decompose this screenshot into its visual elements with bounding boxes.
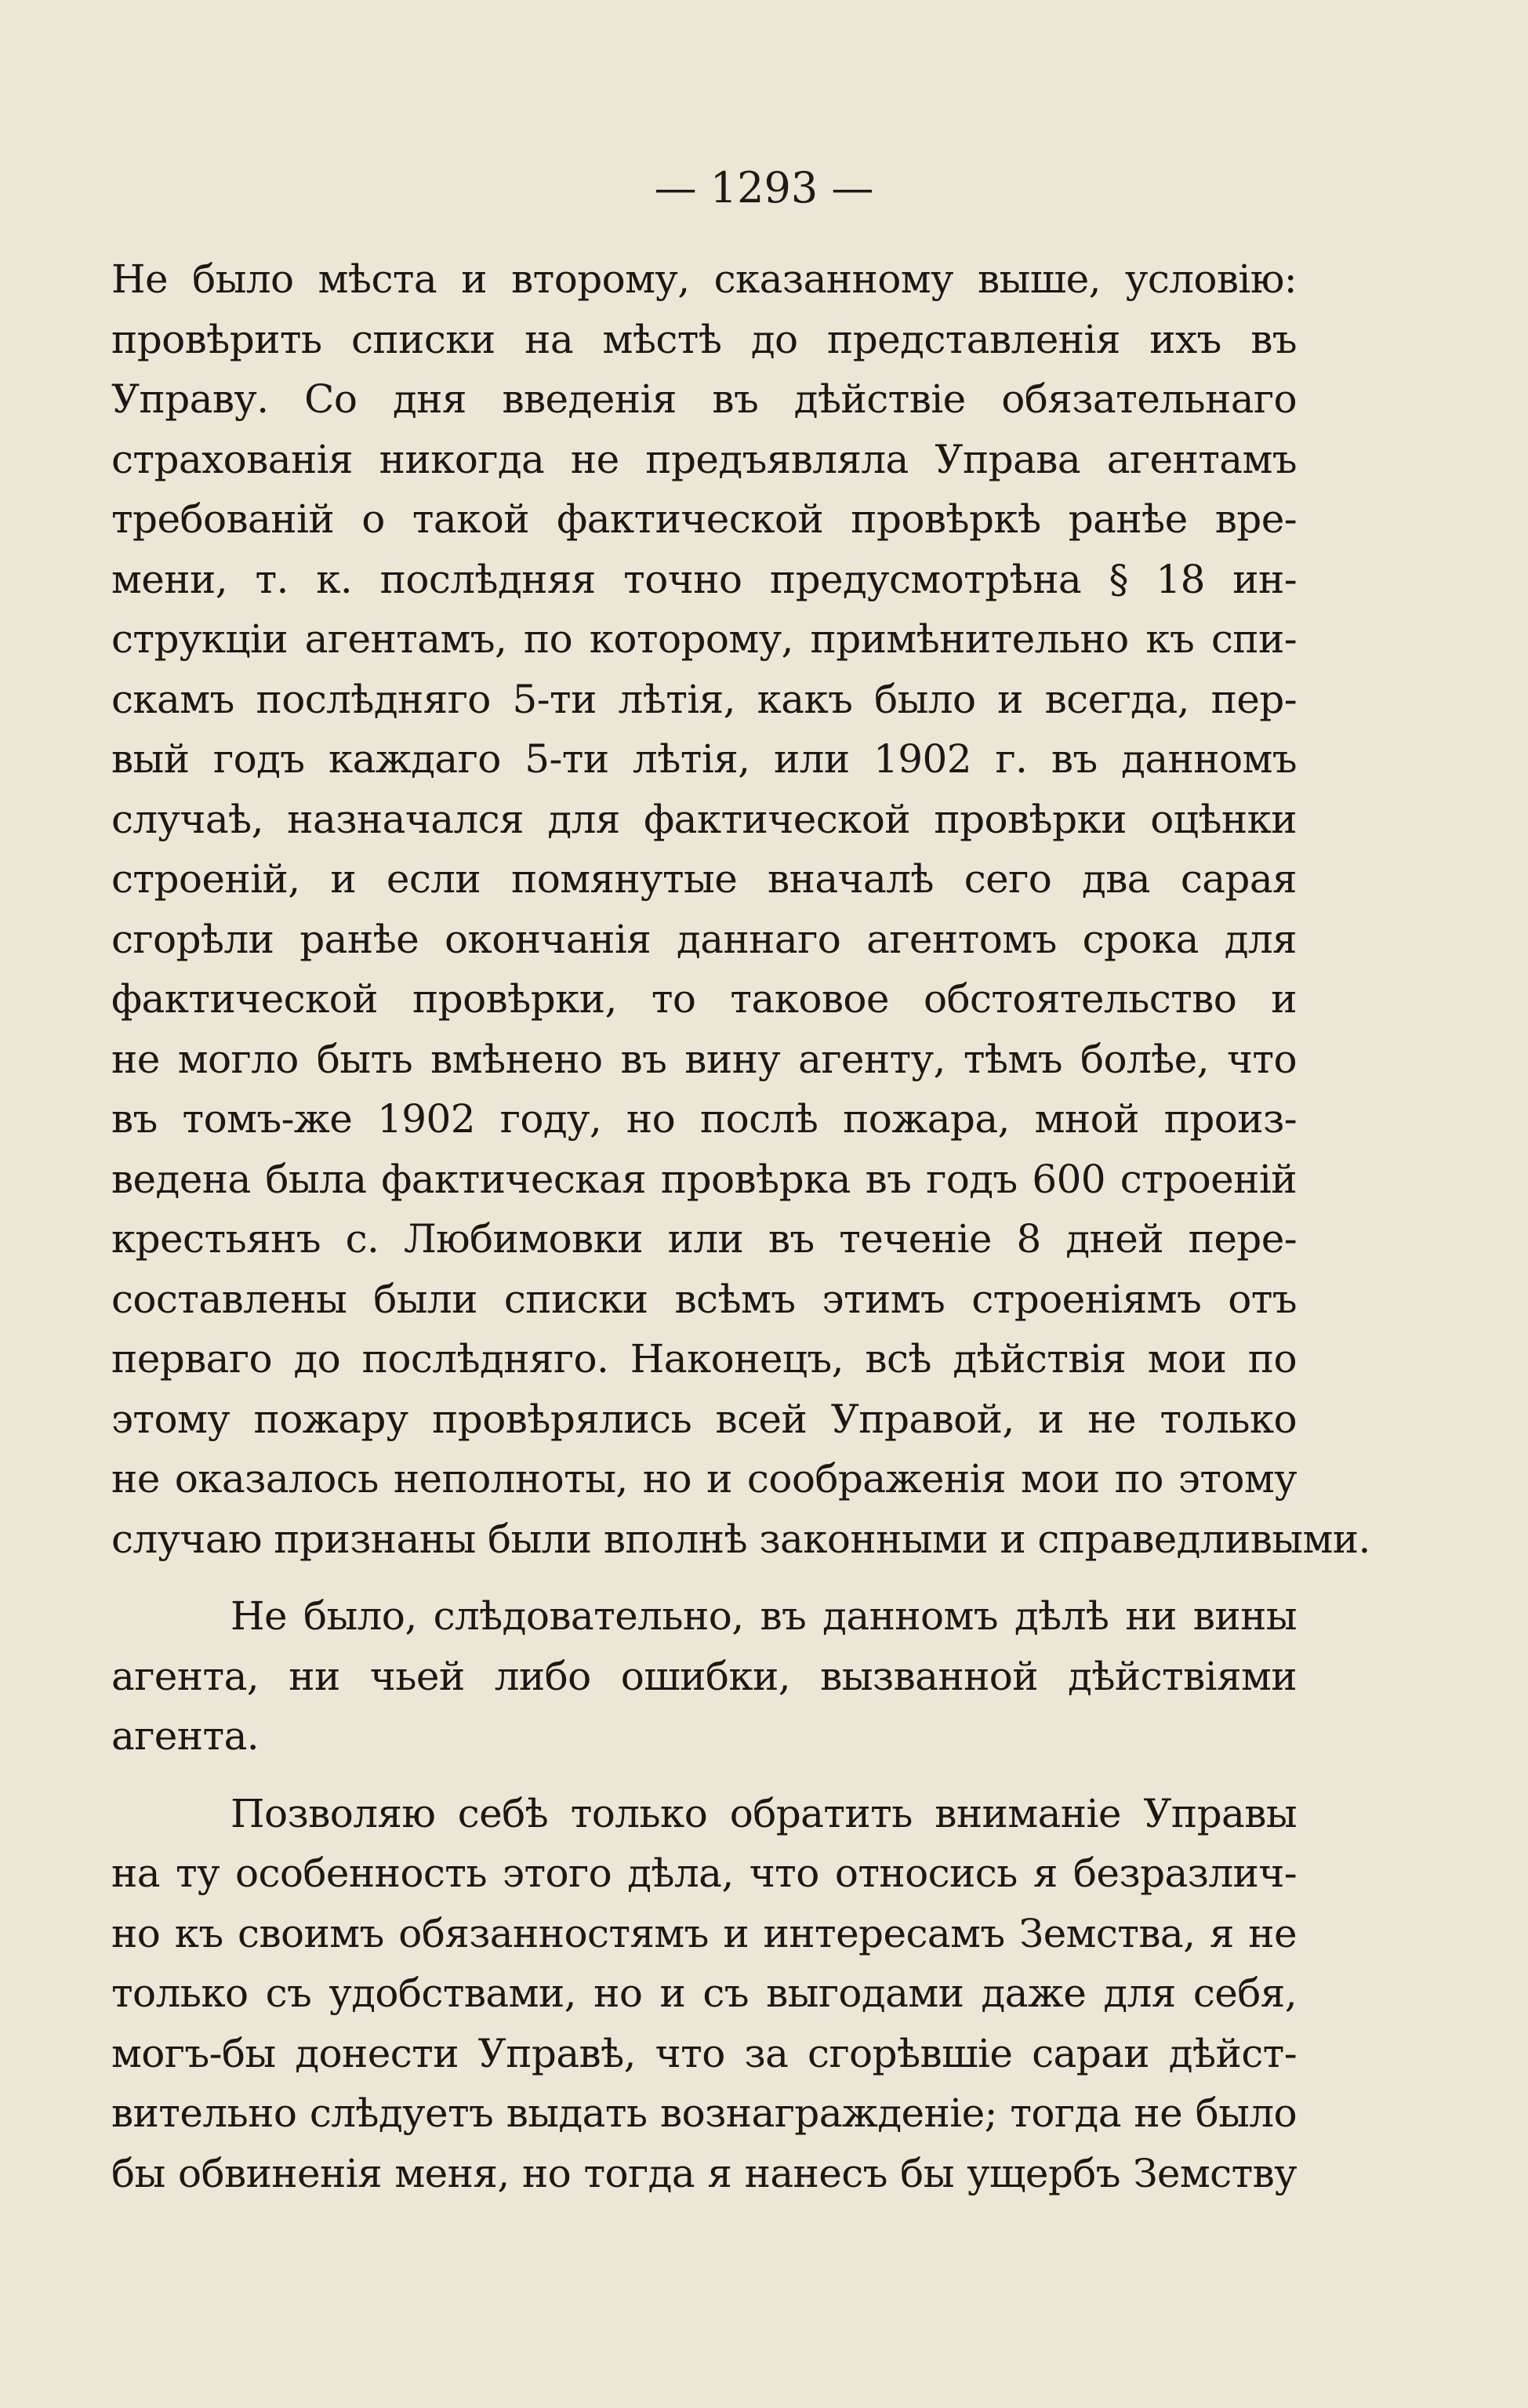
text-line: Управу. Со дня введенія въ дѣйствіе обязательнаго <box>111 376 1297 422</box>
paragraph <box>111 1784 1297 2204</box>
text-line: могъ-бы донести Управѣ, что за сгорѣвшіе сараи дѣйст- <box>111 2030 1297 2076</box>
text-line: случаю признаны были вполнѣ законными и справедливыми. <box>111 1516 1370 1562</box>
text-line: въ томъ-же 1902 году, но послѣ пожара, мной произ- <box>111 1096 1297 1142</box>
paragraph <box>111 249 1370 1569</box>
text-line: ведена была фактическая провѣрка въ годъ 600 строеній <box>111 1156 1297 1202</box>
text-line: сгорѣли ранѣе окончанія даннаго агентомъ срока для <box>111 916 1297 962</box>
text-line: струкціи агентамъ, по которому, примѣнительно къ спи- <box>111 616 1297 662</box>
text-line: этому пожару провѣрялись всей Управой, и не только <box>111 1396 1297 1442</box>
paragraph-gap <box>111 1767 1297 1784</box>
text-line: Не было мѣста и второму, сказанному выше, условію: <box>111 256 1297 302</box>
text-line: не оказалось неполноты, но и соображенія мои по этому <box>111 1456 1297 1502</box>
text-line: бы обвиненія меня, но тогда я нанесъ бы ущербъ Земству <box>111 2150 1297 2196</box>
text-line: скамъ послѣдняго 5-ти лѣтія, какъ было и всегда, пер- <box>111 676 1297 722</box>
text-line: агента. <box>111 1713 260 1759</box>
text-line: строеній, и если помянутые вначалѣ сего два сарая <box>111 856 1297 902</box>
text-line: страхованія никогда не предъявляла Управа агентамъ <box>111 436 1297 482</box>
paragraph-gap <box>111 1569 1297 1586</box>
body-text <box>111 249 1370 2203</box>
text-line: составлены были списки всѣмъ этимъ строеніямъ отъ <box>111 1276 1297 1322</box>
text-line: Позволяю себѣ только обратить вниманіе Управы <box>230 1790 1297 1836</box>
page-number: — 1293 — <box>654 163 874 212</box>
text-line: вительно слѣдуетъ выдать вознагражденіе; тогда не было <box>111 2090 1297 2136</box>
text-line: но къ своимъ обязанностямъ и интересамъ Земства, я не <box>111 1910 1297 1956</box>
text-line: мени, т. к. послѣдняя точно предусмотрѣна § 18 ин- <box>111 556 1297 602</box>
text-line: перваго до послѣдняго. Наконецъ, всѣ дѣйствія мои по <box>111 1336 1297 1382</box>
text-line: не могло быть вмѣнено въ вину агенту, тѣмъ болѣе, что <box>111 1036 1297 1082</box>
text-line: фактической провѣрки, то таковое обстоятельство и <box>111 976 1297 1022</box>
paragraph <box>111 1586 1297 1767</box>
text-line: на ту особенность этого дѣла, что относись я безразлич- <box>111 1850 1297 1896</box>
text-line: вый годъ каждаго 5-ти лѣтія, или 1902 г. въ данномъ <box>111 736 1297 782</box>
text-line: агента, ни чьей либо ошибки, вызванной дѣйствіями <box>111 1653 1297 1699</box>
text-line: крестьянъ с. Любимовки или въ теченіе 8 дней пере- <box>111 1216 1297 1262</box>
text-line: случаѣ, назначался для фактической провѣрки оцѣнки <box>111 796 1297 842</box>
text-line: провѣрить списки на мѣстѣ до представленія ихъ въ <box>111 316 1297 362</box>
text-line: Не было, слѣдовательно, въ данномъ дѣлѣ ни вины <box>230 1593 1297 1639</box>
text-line: требованій о такой фактической провѣркѣ ранѣе вре- <box>111 496 1297 542</box>
text-line: только съ удобствами, но и съ выгодами даже для себя, <box>111 1970 1297 2016</box>
